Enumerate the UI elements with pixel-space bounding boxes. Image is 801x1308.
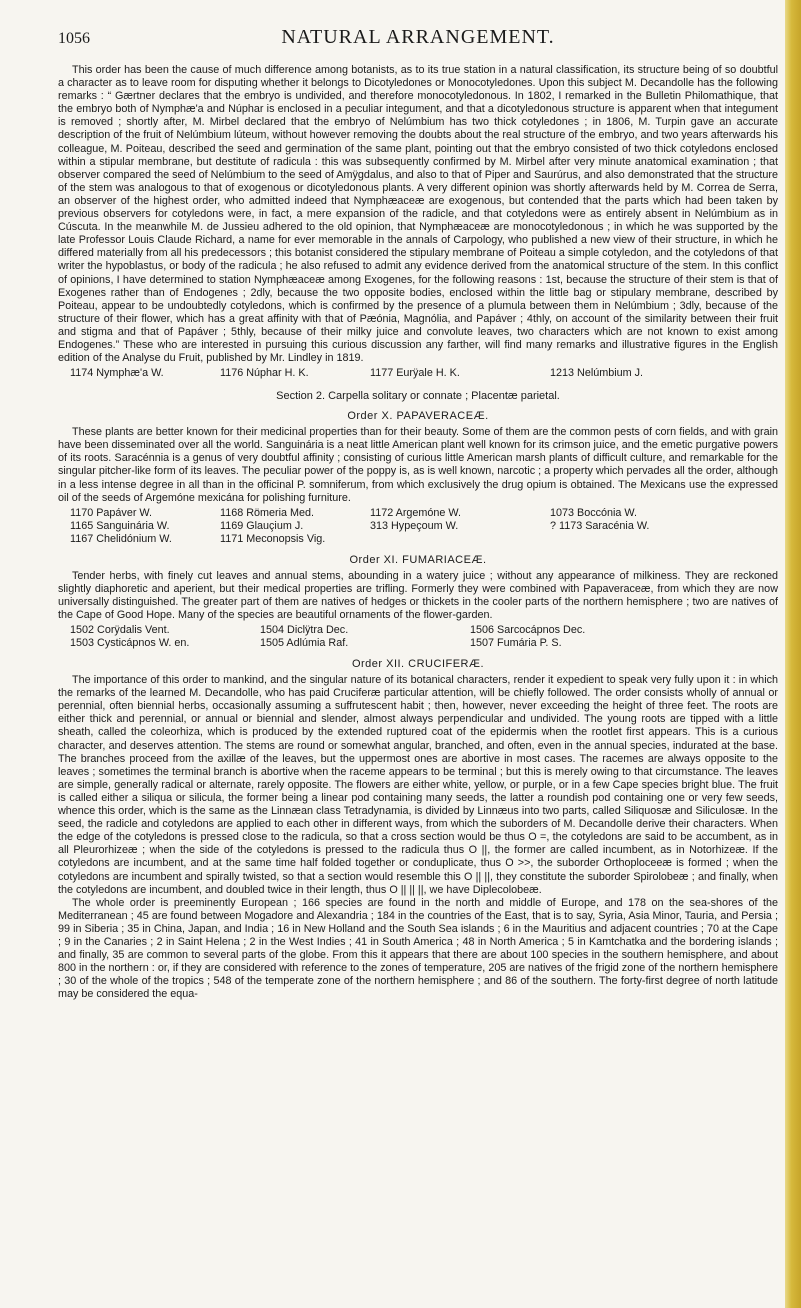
figure-ref: 1505 Adlúmia Raf.: [260, 637, 349, 650]
figure-ref: 1176 Núphar H. K.: [220, 367, 309, 380]
section-heading: Section 2. Carpella solitary or connate ; Placentæ parietal.: [276, 390, 560, 403]
order-heading-cruciferae: Order XII. CRUCIFERÆ.: [351, 658, 485, 671]
figure-ref: 1167 Chelidónium W.: [70, 532, 172, 545]
figure-ref: 313 Hypeçoum W.: [370, 519, 459, 532]
paragraph-cruciferae-distribution: The whole order is preeminently European ; 166 species are found in the north and middle of Europe, and 178 on the sea-shores of the Mediterranean ; 45 are found between Mogadore and Alexandria ; 184 in the countries of the East, that is to say, Syria, Asia Minor, Tauria, and Persia ; 99 in Siberia ; 35 in China, Japan, and India ; 16 in New Holland and the South Sea islands ; 6 in the Mauritius and adjacent countries ; 70 at the Cape ; 9 in the Canaries ; 2 in Saint Helena ; 2 in the West Indies ; 41 in South America ; 48 in North America ; 5 in Kamtchatka and the bordering islands ; and finally, 35 are common to several parts of the globe. From this it appears that there are about 100 species in the southern hemisphere, and about 800 in the northern : or, if they are considered with reference to the zones of temperature, 205 are natives of the frigid zone of the northern hemisphere ; 30 of the whole of the tropics ; 548 of the temperate zone of the northern hemisphere ; and 86 of the southern. The forty-first degree of north latitude may be considered the equa-: [58, 896, 778, 1001]
page-edge: [785, 0, 801, 1308]
figure-ref: 1502 Corÿdalis Vent.: [70, 624, 170, 637]
order-heading-papaveraceae: Order X. PAPAVERACEÆ.: [347, 410, 489, 423]
figure-ref: 1172 Argemóne W.: [370, 506, 462, 519]
page-header: [58, 26, 778, 64]
page-number: 1056: [58, 30, 90, 47]
figure-ref: 1503 Cysticápnos W. en.: [70, 637, 190, 650]
figure-ref: 1507 Fumária P. S.: [470, 637, 562, 650]
figure-ref: ? 1173 Saracénia W.: [550, 519, 650, 532]
figure-ref: 1170 Papáver W.: [70, 506, 153, 519]
figure-ref: 1213 Nelúmbium J.: [550, 367, 644, 380]
book-page: [58, 26, 778, 1001]
figure-list-fumariaceae: [70, 624, 778, 650]
figure-ref: 1504 Diclÿtra Dec.: [260, 624, 349, 637]
figure-list-nymphaeaceae: [70, 367, 778, 380]
paragraph-fumariaceae: Tender herbs, with finely cut leaves and annual stems, abounding in a watery juice ; without any appearance of milkiness. They are reckoned slightly diaphoretic and aperient, but their medical properties are trifling. Formerly they were combined with Papaveraceæ, from which they are now universally distinguished. The greater part of them are natives of hedges or thickets in the cooler parts of the northern hemisphere ; two are natives of the Cape of Good Hope. Many of the species are beautiful ornaments of the flower-garden.: [58, 569, 778, 621]
figure-list-papaveraceae: [70, 507, 778, 546]
paragraph-cruciferae: The importance of this order to mankind, and the singular nature of its botanical characters, render it expedient to speak very fully upon it : in which the remarks of the learned M. Decandolle, who has paid Cruciferæ particular attention, will be chiefly followed. The order consists wholly of annual or perennial, often biennial herbs, occasionally assuming a suffrutescent habit ; then, however, never exceeding the height of three feet. The roots are either thick and perennial, or annual or biennial and slender, almost always perpendicular and undivided. The young roots are tipped with a little sheath, called the coleorhiza, which is produced by the extended ruptured coat of the epidermis when the rootlet first appears. This is a curious character, and deserves attention. The stems are round or somewhat angular, branched, and often, even in the annual species, indurated at the base. The branches proceed from the axillæ of the leaves, but the uppermost ones are abortive in most cases. The racemes are always opposite to the leaves ; sometimes the terminal branch is abortive when the raceme appears to be terminal ; but this is merely owing to that circumstance. The leaves are simple, generally radical or alternate, rarely opposite. The flowers are either white, yellow, or purple, or in a few Cape species bright blue. The fruit is called either a siliqua or silicula, the former being a linear pod containing many seeds, the latter a roundish pod containing one or very few seeds, whence this order, which is the same as the Linnæan class Tetradynamia, is divided by Linnæus into two parts, called Siliquosæ and Siliculosæ. In the seed, the radicle and cotyledons are applied to each other in different ways, from which the suborders of M. Decandolle derive their characters. When the edge of the cotyledons is pressed close to the radicula, so that a cross section would be thus O =, the cotyledons are said to be accumbent, as in all Pleurorhizeæ ; when the side of the cotyledons is pressed to the radicula thus O ||, the former are called incumbent, as in Notorhizeæ. If the cotyledons are incumbent, and at the same time half folded together or conduplicate, thus O >>, the suborder Orthoploceeæ is formed ; when the cotyledons are incumbent and spirally twisted, so that a section would resemble this O || ||, they constitute the suborder Spirolobeæ ; and finally, when the cotyledons are incumbent, and doubled twice in their length, thus O || || ||, we have Diplecolobeæ.: [58, 674, 778, 896]
paragraph-papaveraceae: These plants are better known for their medicinal properties than for their beauty. Some of them are the common pests of corn fields, and with grain have been disseminated over all the world. Sanguinária is a neat little American plant well known for its crimson juice, and the emetic purgative powers of its roots. Saracénnia is a genus of very doubtful affinity ; consisting of curious little American marsh plants of difficult culture, and remarkable for the singular pitcher-like form of its leaves. The peculiar power of the poppy is, as is well known, narcotic ; a property which pervades all the order, although in a less intense degree in all than in the officinal P. somniferum, from which exclusively the drug opium is obtained. The Mexicans use the expressed oil of the seeds of Argemóne mexicána for polishing furniture.: [58, 426, 778, 504]
figure-ref: 1073 Boccónia W.: [550, 506, 638, 519]
running-title: NATURAL ARRANGEMENT.: [281, 26, 555, 48]
figure-ref: 1169 Glauçium J.: [220, 519, 304, 532]
figure-ref: 1177 Eurÿale H. K.: [370, 367, 460, 380]
figure-ref: 1165 Sanguinária W.: [70, 519, 170, 532]
figure-ref: 1174 Nymphæ'a W.: [70, 367, 164, 380]
figure-ref: 1171 Meconopsis Vig.: [220, 532, 326, 545]
order-heading-fumariaceae: Order XI. FUMARIACEÆ.: [349, 553, 487, 566]
figure-ref: 1506 Sarcocápnos Dec.: [470, 624, 586, 637]
paragraph-nymphaeaceae: This order has been the cause of much difference among botanists, as to its true station in a natural classification, its structure being of so doubtful a character as to leave room for disputing whether it belongs to Dicotyledones or Monocotyledones. Upon this subject M. Decandolle has the following remarks : “ Gærtner declares that the embryo is undivided, and therefore monocotyledonous. In 1802, I remarked in the Bulletin Philomathique, that the embryo both of Nymphæ'a and Núphar is enclosed in a peculiar integument, and that a dicotyledonous structure is apparent when that integument is removed ; shortly after, M. Mirbel declared that the embryo of Nelúmbium has two thick cotyledones ; in 1806, M. Turpin gave an accurate description of the fruit of Nelúmbium lúteum, without however removing the doubts about the real structure of the embryo, and two years afterwards his colleague, M. Poiteau, described the seed and germination of the same plant, pointing out that the embryo consisted of two thick cotyledons enclosed within a stipular membrane, but destitute of radicula : this was subsequently confirmed by M. Mirbel after very minute anatomical examination ; that observer compared the seed of Nelúmbium to the seed of Amÿgdalus, and also to that of Piper and Saurúrus, and also demonstrated that the structure of the stem was analogous to that of exogenous or dicotyledonous plants. A very different opinion was shortly afterwards held by M. Correa de Serra, an observer of the highest order, who admitted indeed that Nymphæaceæ are exogenous, but contended that the parts which had been taken by previous observers for cotyledons were, in fact, a mere expansion of the radicle, and that cotyledons were as entirely absent in Nelúmbium as in Cúscuta. In the meanwhile M. de Jussieu adhered to the old opinion, that Nymphæaceæ are monocotyledonous ; in which he was supported by the late Professor Louis Claude Richard, a name for ever memorable in the annals of Carpology, who published a new view of their structure, in which he differed materially from all his predecessors ; this botanist considered the stipulary membrane of Poiteau a simple cotyledon, and the cotyledons of that writer the hypoblastus, or body of the radicula ; he also refused to admit any evidence derived from the anatomical structure of the stem. In this conflict of opinions, I have determined to station Nymphæaceæ among Exogenes, for the following reasons : 1st, because the structure of their stem is that of Exogenes rather than of Endogenes ; 2dly, because the two opposite bodies, enclosed within the little bag or stipulary membrane, described by Poiteau, appear to be undoubtedly cotyledons, which is confirmed by the presence of a plumula between them in Nelúmbium ; 3dly, because of the structure of their flower, which has a great affinity with that of Pæónia, Magnólia, and Papáver ; 4thly, on account of the similarity between their fruit and stigma and that of Papáver ; 5thly, because of their milky juice and convolute leaves, two characters which are not known to exist among Endogenes.” These who are interested in pursuing this curious discussion any farther, will find many remarks and illustrative figures in the English edition of the Analyse du Fruit, published by Mr. Lindley in 1819.: [58, 64, 778, 365]
figure-ref: 1168 Römeria Med.: [220, 506, 315, 519]
